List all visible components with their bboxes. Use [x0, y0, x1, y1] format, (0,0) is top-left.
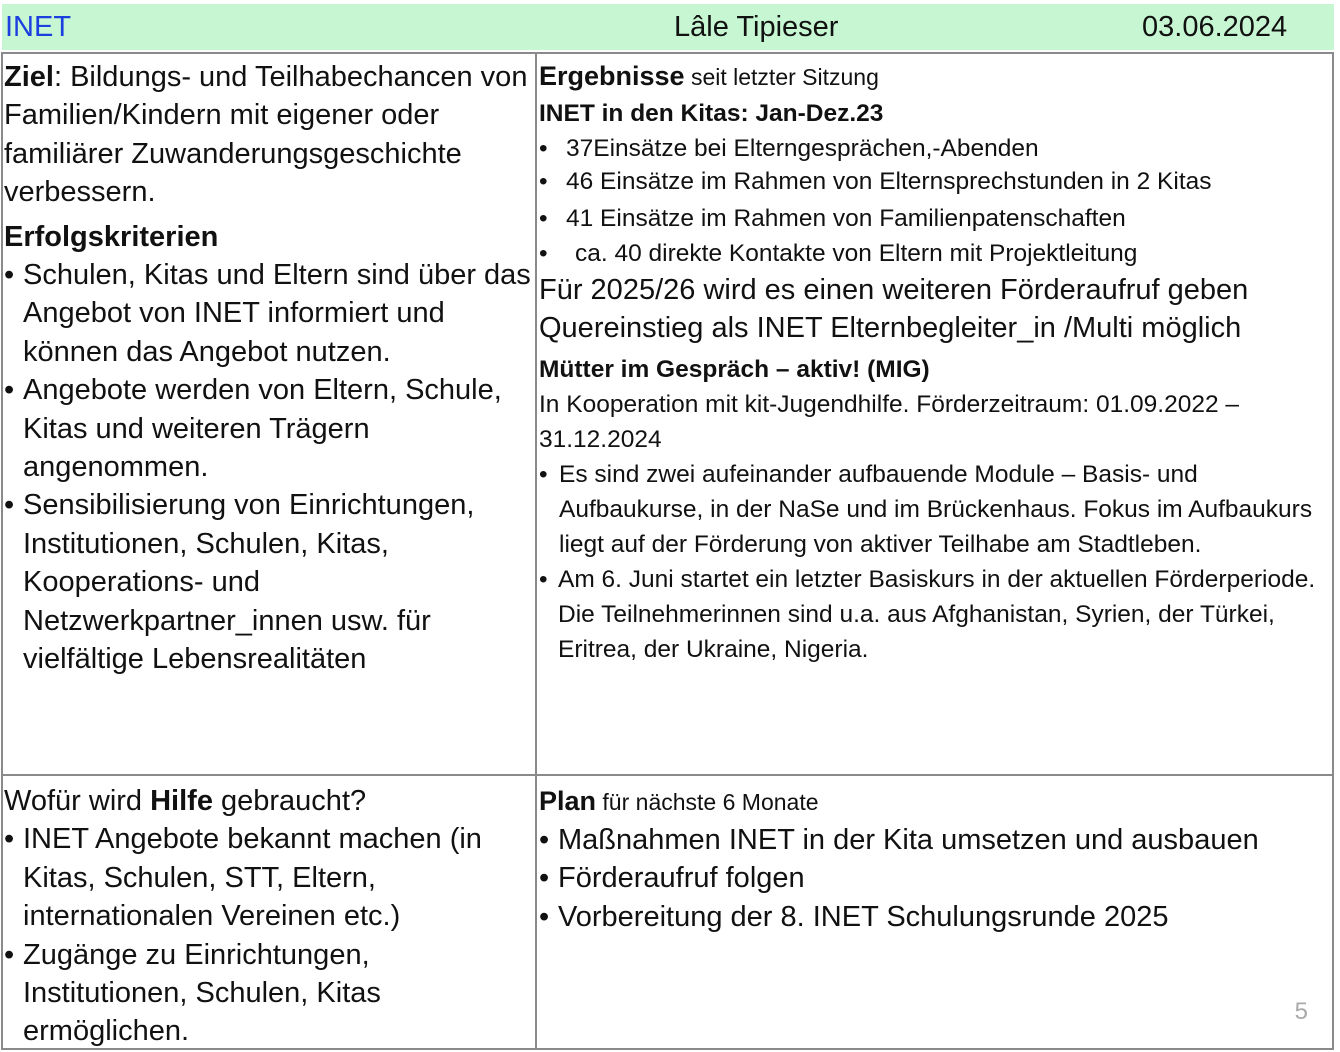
criteria-heading: Erfolgskriterien	[4, 220, 219, 253]
mig-description: In Kooperation mit kit-Jugendhilfe. Förderzeitraum: 01.09.2022 – 31.12.2024	[539, 390, 1240, 453]
help-item: • Zugänge zu Einrichtungen, Institutionen, Schulen, Kitas ermöglichen.	[4, 936, 532, 1051]
kita-result-item: • 37Einsätze bei Elterngesprächen,-Abenden	[539, 131, 1332, 166]
author-name: Lâle Tipieser	[674, 11, 839, 43]
results-heading-suffix: seit letzter Sitzung	[684, 64, 879, 90]
help-cell	[4, 782, 532, 1051]
page-number: 5	[1294, 998, 1308, 1025]
kita-heading: INET in den Kitas: Jan-Dez.23	[539, 100, 884, 127]
row-divider	[1, 774, 1334, 776]
kita-result-item: • ca. 40 direkte Kontakte von Eltern mit Projektleitung	[539, 236, 1332, 271]
results-cell	[539, 58, 1332, 667]
goal-cell	[4, 58, 532, 679]
help-heading	[4, 782, 532, 820]
help-bold: Hilfe	[150, 785, 213, 817]
project-title: INET	[5, 11, 72, 43]
lateral-entry-line: Quereinstieg als INET Elternbegleiter_in /Multi möglich	[539, 312, 1242, 345]
help-suffix: gebraucht?	[212, 785, 367, 817]
help-item: • INET Angebote bekannt machen (in Kitas, Schulen, STT, Eltern, internationalen Vereinen etc.)	[4, 820, 532, 935]
kita-result-item: • 41 Einsätze im Rahmen von Familienpatenschaften	[539, 201, 1332, 236]
goal-paragraph	[4, 58, 532, 212]
column-divider	[535, 52, 537, 1050]
mig-item: • Am 6. Juni startet ein letzter Basiskurs in der aktuellen Förderperiode. Die Teilnehmerinnen sind u.a. aus Afghanistan, Syrien, der Türkei, Eritrea, der Ukraine, Nigeria.	[539, 562, 1332, 667]
criteria-list	[4, 256, 532, 678]
results-heading: Ergebnisse	[539, 61, 685, 91]
plan-list	[539, 821, 1332, 936]
kita-result-item: • 46 Einsätze im Rahmen von Elternsprechstunden in 2 Kitas	[539, 166, 1332, 201]
mig-item: • Es sind zwei aufeinander aufbauende Module – Basis- und Aufbaukurse, in der NaSe und im Brückenhaus. Fokus im Aufbaukurs liegt auf der Förderung von aktiver Teilhabe am Stadtleben.	[539, 457, 1332, 562]
goal-text: : Bildungs- und Teilhabechancen von Familien/Kindern mit eigener oder familiärer Zuwanderungsgeschichte verbessern.	[4, 61, 528, 209]
goal-label: Ziel	[4, 61, 54, 93]
mig-list	[539, 457, 1332, 667]
date-label: 03.06.2024	[1142, 11, 1288, 43]
plan-cell	[539, 782, 1332, 936]
plan-heading-line	[539, 782, 1332, 821]
plan-item: • Vorbereitung der 8. INET Schulungsrunde 2025	[539, 898, 1332, 936]
funding-call-line: Für 2025/26 wird es einen weiteren Förderaufruf geben	[539, 274, 1249, 306]
kita-results-list	[539, 131, 1332, 271]
criteria-item: • Angebote werden von Eltern, Schule, Kitas und weiteren Trägern angenommen.	[4, 371, 532, 486]
help-prefix: Wofür wird	[4, 785, 151, 817]
mig-heading: Mütter im Gespräch – aktiv! (MIG)	[539, 355, 930, 383]
plan-heading-suffix: für nächste 6 Monate	[596, 789, 819, 815]
plan-heading: Plan	[539, 786, 597, 816]
help-list	[4, 820, 532, 1050]
criteria-item: • Sensibilisierung von Einrichtungen, Institutionen, Schulen, Kitas, Kooperations- und Netzwerkpartner_innen usw. für vielfältige Lebensrealitäten	[4, 486, 532, 678]
plan-item: • Maßnahmen INET in der Kita umsetzen und ausbauen	[539, 821, 1332, 859]
results-heading-line	[539, 58, 1332, 96]
plan-item: • Förderaufruf folgen	[539, 859, 1332, 897]
slide-header	[2, 4, 1334, 50]
criteria-item: • Schulen, Kitas und Eltern sind über das Angebot von INET informiert und können das Angebot nutzen.	[4, 256, 532, 371]
